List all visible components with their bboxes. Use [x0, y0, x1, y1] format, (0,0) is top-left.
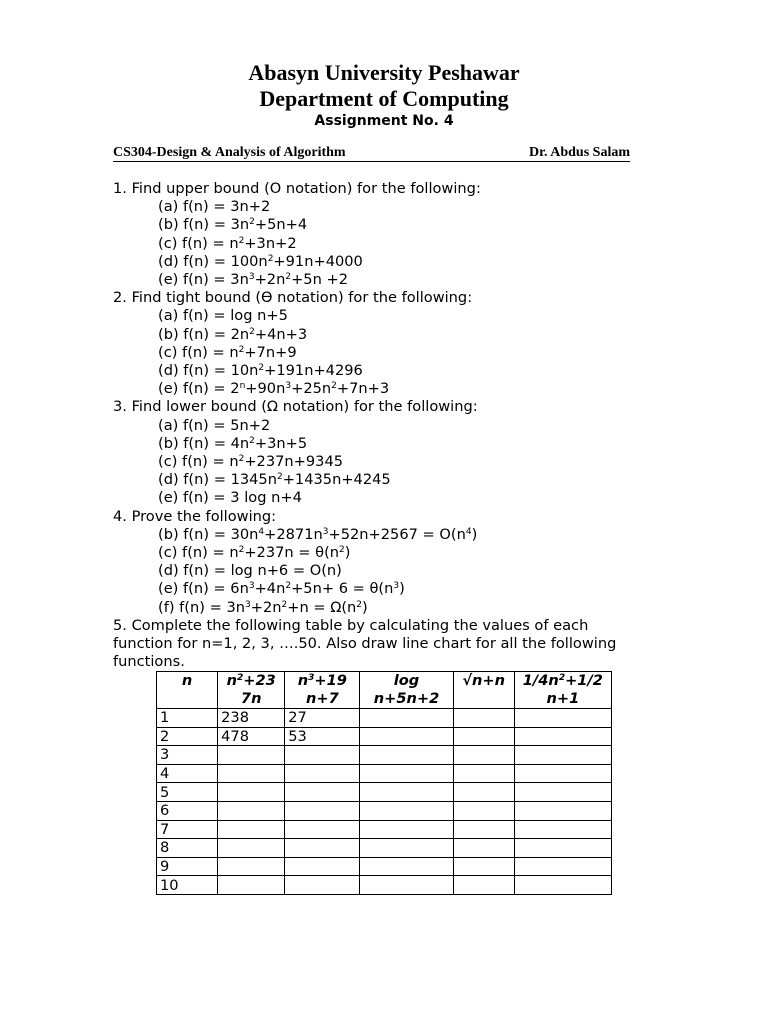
table-row [157, 801, 612, 820]
table-cell [360, 857, 453, 876]
table-row [157, 820, 612, 839]
q3-item-b: (b) $f(n) = 4n^2+3n+5$ [158, 434, 308, 452]
q4-item-e: (e) $f(n) = 6n^3+4n^2+5n+ 6 = \theta(n^3)$ [158, 580, 405, 598]
header-f4: √n+n [453, 672, 514, 709]
header-f1: $n^2+23$ 7n [218, 672, 285, 709]
table-cell [514, 727, 611, 746]
table-cell: 6 [157, 801, 218, 820]
header-n: n [157, 672, 218, 709]
table-cell [453, 820, 514, 839]
table-cell [453, 764, 514, 783]
table-cell [514, 709, 611, 728]
q3-item-c: (c) $f(n) = n^2+237n+9345$ [158, 453, 344, 471]
table-cell: 7 [157, 820, 218, 839]
table-cell [285, 857, 360, 876]
table-cell [514, 783, 611, 802]
table-cell [218, 746, 285, 765]
table-cell [218, 801, 285, 820]
table-cell [218, 839, 285, 858]
table-cell [453, 746, 514, 765]
table-cell [453, 839, 514, 858]
q1-item-e: (e) $f(n) = 3n^3+2n^2+5n +2$ [158, 271, 348, 289]
q3-item-d: (d) $f(n) = 1345n^2+1435n+4245$ [158, 471, 391, 489]
table-cell [514, 746, 611, 765]
assignment-number: Assignment No. 4 [314, 113, 454, 129]
university-title: Abasyn University Peshawar [248, 60, 520, 85]
table-cell [453, 801, 514, 820]
q3-item-e: (e) f(n) = 3 log n+4 [158, 489, 302, 507]
table-cell [360, 839, 453, 858]
instructor-name: Dr. Abdus Salam [528, 145, 630, 160]
q4-item-b: (b) $f(n) = 30n^4+2871n^3+52n+2567 = O(n^4)$ [158, 525, 478, 543]
header-f3: log n+5n+2 [360, 672, 453, 709]
table-row [157, 764, 612, 783]
q2-item-e: (e) $f(n) = 2^n+90n^3+25n^2+7n+3$ [158, 380, 390, 398]
q2-item-a: (a) f(n) = log n+5 [158, 307, 288, 325]
table-cell [360, 801, 453, 820]
table-cell [285, 764, 360, 783]
table-cell [360, 783, 453, 802]
q1-item-a: (a) f(n) = 3n+2 [158, 198, 271, 216]
table-cell: 4 [157, 764, 218, 783]
question-1-prompt: 1. Find upper bound (O notation) for the following: [113, 180, 481, 197]
q4-item-d: (d) f(n) = log n+6 = O(n) [158, 562, 342, 580]
header-f5: $1/4n^2+1/2$ n+1 [514, 672, 611, 709]
table-cell: 1 [157, 709, 218, 728]
table-cell [285, 783, 360, 802]
question-2-prompt: 2. Find tight bound (ϴ notation) for the following: [113, 289, 473, 307]
table-cell [514, 801, 611, 820]
table-cell [360, 764, 453, 783]
table-cell [285, 801, 360, 820]
table-cell [453, 709, 514, 728]
table-cell [285, 820, 360, 839]
q1-item-c: (c) $f(n) = n^2+3n+2$ [158, 234, 297, 252]
table-cell: 53 [285, 727, 360, 746]
table-cell [218, 876, 285, 895]
table-row [157, 876, 612, 895]
function-values-table [156, 671, 612, 895]
table-cell [218, 857, 285, 876]
course-line [113, 145, 630, 162]
table-cell [453, 857, 514, 876]
table-cell: 238 [218, 709, 285, 728]
table-cell [514, 857, 611, 876]
table-row [157, 709, 612, 728]
question-4-prompt: 4. Prove the following: [113, 507, 277, 525]
q4-item-f: (f) $f(n) = 3n^3+2n^2+n = \Omega(n^2)$ [158, 598, 368, 616]
q1-item-b: (b) $f(n) = 3n^2+5n+4$ [158, 216, 308, 234]
table-cell [218, 764, 285, 783]
table-cell: 3 [157, 746, 218, 765]
table-row [157, 727, 612, 746]
course-title: CS304-Design & Analysis of Algorithm [113, 145, 346, 160]
table-body [157, 709, 612, 895]
table-cell [285, 746, 360, 765]
table-cell [360, 727, 453, 746]
table-cell: 8 [157, 839, 218, 858]
table-cell [360, 820, 453, 839]
table-cell [360, 876, 453, 895]
table-row [157, 746, 612, 765]
q2-item-c: (c) $f(n) = n^2+7n+9$ [158, 343, 297, 361]
table-cell: 2 [157, 727, 218, 746]
question-3-prompt: 3. Find lower bound (Ω notation) for the following: [113, 398, 478, 416]
table-cell [514, 820, 611, 839]
table-cell: 478 [218, 727, 285, 746]
table-row [157, 839, 612, 858]
table-cell [285, 839, 360, 858]
table-cell [218, 820, 285, 839]
table-cell [218, 783, 285, 802]
q1-item-d: (d) $f(n) = 100n^2+91n+4000$ [158, 252, 363, 270]
questions-body [113, 180, 643, 671]
table-cell [514, 839, 611, 858]
table-cell [514, 876, 611, 895]
table-row [157, 857, 612, 876]
table-cell: 9 [157, 857, 218, 876]
table-row [157, 783, 612, 802]
table-cell [360, 709, 453, 728]
table-cell [285, 876, 360, 895]
header-f2: $n^3+19$ n+7 [285, 672, 360, 709]
q3-item-a: (a) f(n) = 5n+2 [158, 416, 271, 434]
table-cell [453, 727, 514, 746]
table-cell [514, 764, 611, 783]
table-cell [453, 876, 514, 895]
table-header-row [157, 672, 612, 709]
table-cell: 10 [157, 876, 218, 895]
q2-item-b: (b) $f(n) = 2n^2+4n+3$ [158, 325, 308, 343]
table-cell [360, 746, 453, 765]
question-5-prompt: 5. Complete the following table by calculating the values of each function for n=1, 2, 3, ….50. Also draw line chart for all the following functions. [113, 616, 617, 671]
table-cell [453, 783, 514, 802]
table-cell: 27 [285, 709, 360, 728]
table-cell: 5 [157, 783, 218, 802]
q4-item-c: (c) $f(n) = n^2+237n = \theta(n^2)$ [158, 544, 351, 562]
department-title: Department of Computing [259, 86, 509, 111]
q2-item-d: (d) $f(n) = 10n^2+191n+4296$ [158, 362, 363, 380]
